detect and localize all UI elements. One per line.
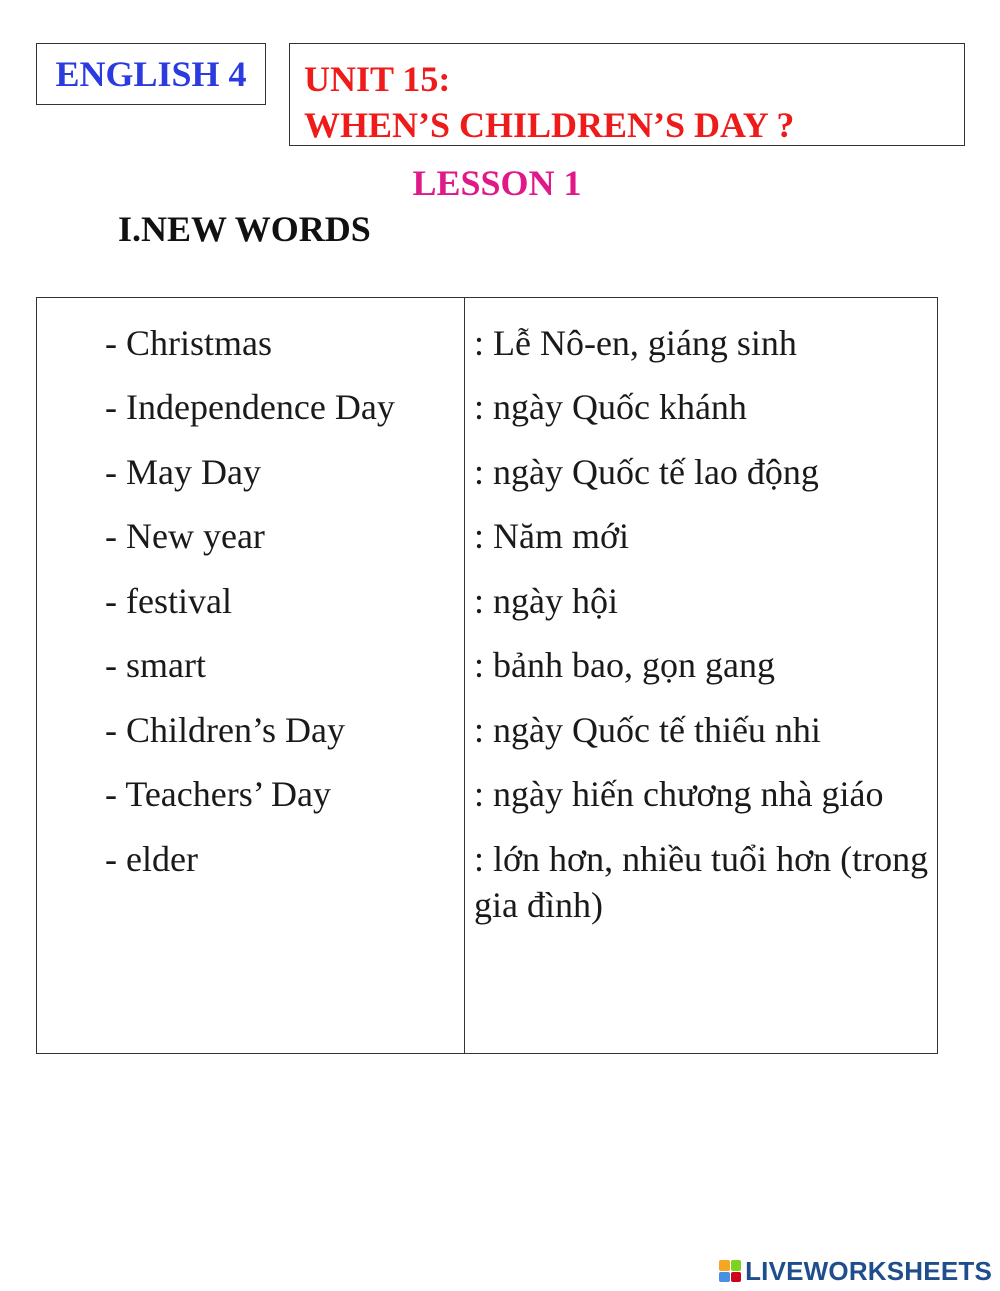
liveworksheets-logo-icon <box>719 1260 741 1282</box>
vocab-meaning: : ngày hội <box>474 581 618 621</box>
vocab-term: - New year <box>105 516 265 556</box>
vocab-term: - Independence Day <box>105 387 395 427</box>
lesson-heading: LESSON 1 <box>412 163 582 203</box>
vocab-term: - Teachers’ Day <box>105 774 332 814</box>
unit-number: UNIT 15: <box>304 59 451 99</box>
subject-title: ENGLISH 4 <box>55 54 247 94</box>
watermark-text: LIVEWORKSHEETS <box>745 1255 992 1286</box>
vocab-term: - elder <box>105 839 198 879</box>
column-divider <box>464 298 465 1053</box>
logo-square-2 <box>731 1260 742 1271</box>
unit-title-box <box>289 43 965 146</box>
logo-square-3 <box>719 1272 730 1283</box>
vocab-term: - Children’s Day <box>105 710 345 750</box>
vocab-term: - Christmas <box>105 323 272 363</box>
vocab-meaning: : Lễ Nô-en, giáng sinh <box>474 323 797 363</box>
logo-square-4 <box>731 1272 742 1283</box>
vocab-meaning: : lớn hơn, nhiều tuổi hơn (trong gia đình) <box>474 839 929 925</box>
vocab-meaning: : bảnh bao, gọn gang <box>474 645 775 685</box>
subject-title-box <box>36 43 266 105</box>
vocab-meaning: : ngày Quốc tế thiếu nhi <box>474 710 821 750</box>
vocab-meaning: : ngày Quốc khánh <box>474 387 747 427</box>
unit-title: WHEN’S CHILDREN’S DAY ? <box>304 105 795 145</box>
vocab-meaning: : Năm mới <box>474 516 630 556</box>
vocabulary-table <box>36 297 938 1054</box>
vocab-term: - May Day <box>105 452 261 492</box>
vocab-meaning: : ngày Quốc tế lao động <box>474 452 819 492</box>
section-heading: I.NEW WORDS <box>118 209 371 249</box>
vocab-term: - smart <box>105 645 206 685</box>
vocab-term: - festival <box>105 581 232 621</box>
liveworksheets-watermark <box>719 1254 992 1288</box>
logo-square-1 <box>719 1260 730 1271</box>
vocab-meaning: : ngày hiến chương nhà giáo <box>474 774 884 814</box>
